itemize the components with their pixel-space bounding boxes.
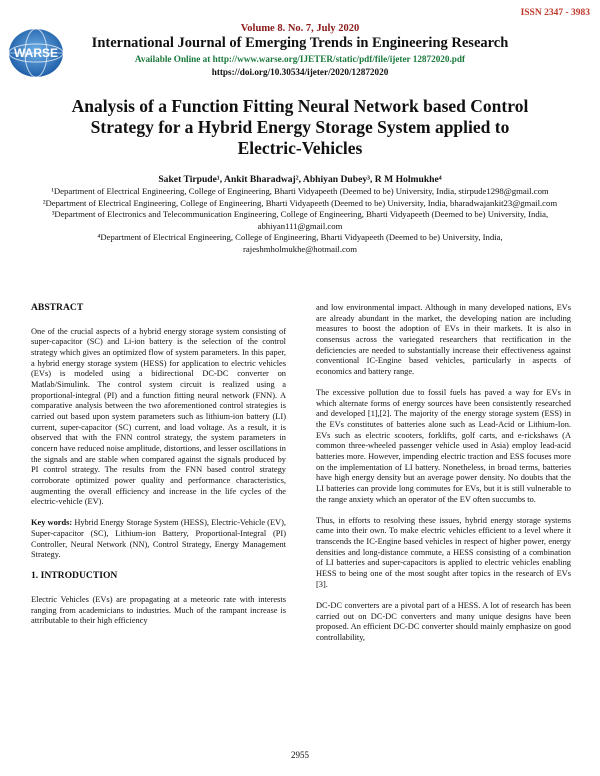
page-number: 2955 (291, 750, 309, 760)
authors: Saket Tirpude¹, Ankit Bharadwaj², Abhiyan Dubey³, R M Holmukhe⁴ (158, 174, 442, 185)
affiliation-3: ³Department of Electronics and Telecommunication Engineering, College of Engineering, Bharti Vidyapeeth (Deemed to be) University, India, abhiyan111@gmail.com (51, 209, 549, 231)
intro-paragraph-2: and low environmental impact. Although in many developed nations, EVs are already abundant in the market, the developing nation are including measures to boost the adoption of EVs in their markets. It is also in consensus across the variegated researchers that rectification in the deficiencies are needed to substantially increase their effectiveness against conventional IC-Engine based vehicles, particularly in aspects of economics and battery range. (316, 303, 571, 376)
keywords (31, 518, 286, 561)
logo-text: WARSE (13, 46, 59, 60)
affiliation-2: ²Department of Electrical Engineering, College of Engineering, Bharti Vidyapeeth (Deemed to be) University, India, bharadwajankit23@gmail.com (42, 197, 558, 208)
intro-paragraph-1: Electric Vehicles (EVs) are propagating at a meteoric rate with interests ranging from academicians to industries. Much of the rampant increase is attributable to their high efficiency (31, 595, 286, 626)
introduction-heading: 1. INTRODUCTION (31, 570, 118, 582)
abstract-heading: ABSTRACT (31, 302, 84, 313)
abstract-text: One of the crucial aspects of a hybrid energy storage system consisting of super-capacitor (SC) and Li-ion battery is the selection of the control strategy which gives an optimized flow of system parameters. In this paper, a hybrid energy storage system (HESS) for application to electric vehicles (EVs) is modeled using a bidirectional DC-DC converter on Matlab/Simulink. The control system circuit is realized using a proportional-integral (PI) and a function fitting neural network (FNN). A comparative analysis between the two aforementioned control strategies is carried out based upon system parameters such as lithium-ion battery (LI) current, super-capacitor (SC) current, and load voltage. As a result, it is observed that with the FNN control strategy, the system parameters in concern have reduced noise amplitude, distortions, and lesser oscillations in the signals and are stable when compared against the signals produced by PI control strategy. The results from the FNN based control strategy corroborate optimized power quality and performance characteristics, augmenting the overall efficiency and increase in the life cycles of the electric-vehicle (EV). (31, 326, 286, 507)
issn: ISSN 2347 - 3983 (520, 8, 590, 18)
affiliation-4: ⁴Department of Electrical Engineering, College of Engineering, Bharti Vidyapeeth (Deemed to be) University, India, rajeshmholmukhe@hotmail.com (97, 232, 503, 254)
right-column (316, 303, 571, 644)
volume-info: Volume 8. No. 7, July 2020 (240, 23, 360, 34)
keywords-text: Hybrid Energy Storage System (HESS), Electric-Vehicle (EV), Super-capacitor (SC), Lithium-ion Battery, Proportional-Integral (PI) Controller, Neural Network (NN), Control Strategy, Energy Management Strategy. (31, 518, 286, 560)
left-column (31, 303, 286, 627)
keywords-label: Key words: (31, 518, 73, 528)
journal-name: International Journal of Emerging Trends in Engineering Research (91, 35, 509, 51)
affiliations (40, 186, 560, 255)
doi-link[interactable]: https://doi.org/10.30534/ijeter/2020/12872020 (211, 67, 389, 77)
intro-paragraph-4: Thus, in efforts to resolving these issues, hybrid energy storage systems came into their own. To make electric vehicles efficient to a level where it transcends the IC-Engine based vehicles in respect of higher power, energy densities and long-distance commute, a HESS consisting of a combination of LI batteries and super-capacitors is applied to electric vehicles enabling HESS to being one of the most sought after topics in the research of EVs [3]. (316, 515, 571, 589)
paper-title: Analysis of a Function Fitting Neural Network based Control Strategy for a Hybrid Energy Storage System applied to Electric-Vehicles (71, 96, 529, 158)
affiliation-1: ¹Department of Electrical Engineering, College of Engineering, Bharti Vidyapeeth (Deemed to be) University, India, stirpude1298@gmail.com (51, 186, 549, 196)
intro-paragraph-5: DC-DC converters are a pivotal part of a HESS. A lot of research has been carried out on DC-DC converters and many unique designs have been proposed. An efficient DC-DC converter should mainly emphasize on good controllability, (316, 600, 571, 642)
available-online-link[interactable]: Available Online at http://www.warse.org/IJETER/static/pdf/file/ijeter 12872020.pdf (134, 54, 466, 64)
intro-paragraph-3: The excessive pollution due to fossil fuels has paved a way for EVs in which alternate forms of energy sources have been consistently researched and developed [1],[2]. The majority of the energy storage system (ESS) in the EVs constitutes of batteries alone such as Lead-Acid or Lithium-Ion. EVs such as electric scooters, forklifts, golf carts, and e-rickshaws (A common three-wheeled passenger vehicle used in Asia) employ lead-acid batteries more. However, impending electric traction and ESS focuses more on the implementation of LI battery. Nonetheless, in broad terms, batteries have high energy density but an average power density. No doubts that the LI batteries can provide long commutes for EVs, but it is still vulnerable to the range anxiety which an operator of the EV often succumbs to. (316, 388, 571, 504)
